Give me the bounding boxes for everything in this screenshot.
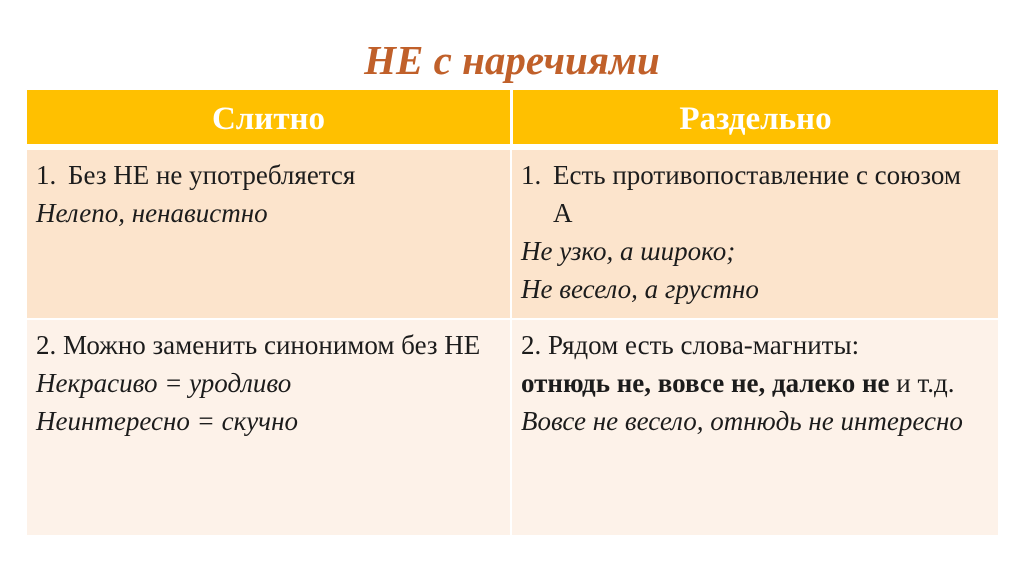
example-text: Неинтересно = скучно bbox=[36, 406, 298, 436]
rule-item bbox=[521, 156, 986, 232]
rule-number: 1. bbox=[521, 160, 542, 190]
rule-text: 2. Рядом есть слова-магниты: bbox=[521, 330, 860, 360]
example-text: Не узко, а широко; bbox=[521, 236, 736, 266]
cell-together-rule-1 bbox=[27, 148, 512, 318]
magnet-words-tail: и т.д. bbox=[889, 368, 955, 398]
magnet-words-line bbox=[521, 364, 986, 402]
rule-text: 2. Можно заменить синонимом без НЕ bbox=[36, 330, 481, 360]
header-together: Слитно bbox=[27, 90, 512, 148]
magnet-words: отнюдь не, вовсе не, далеко не bbox=[521, 368, 890, 398]
example-text: Не весело, а грустно bbox=[521, 274, 759, 304]
header-separately: Раздельно bbox=[512, 90, 998, 148]
rule-item bbox=[36, 156, 498, 194]
cell-separately-rule-2 bbox=[512, 318, 998, 535]
rule-text: Без НЕ не употребляется bbox=[68, 160, 356, 190]
example-text: Нелепо, ненавистно bbox=[36, 198, 268, 228]
slide-title: НЕ с наречиями bbox=[364, 37, 660, 83]
example-text: Вовсе не весело, отнюдь не интересно bbox=[521, 406, 963, 436]
cell-together-rule-2 bbox=[27, 318, 512, 535]
rule-text: Есть противопоставление с союзом А bbox=[553, 160, 961, 228]
cell-separately-rule-1 bbox=[512, 148, 998, 318]
rules-table bbox=[27, 90, 998, 535]
example-text: Некрасиво = уродливо bbox=[36, 368, 292, 398]
rule-number: 1. bbox=[36, 160, 57, 190]
